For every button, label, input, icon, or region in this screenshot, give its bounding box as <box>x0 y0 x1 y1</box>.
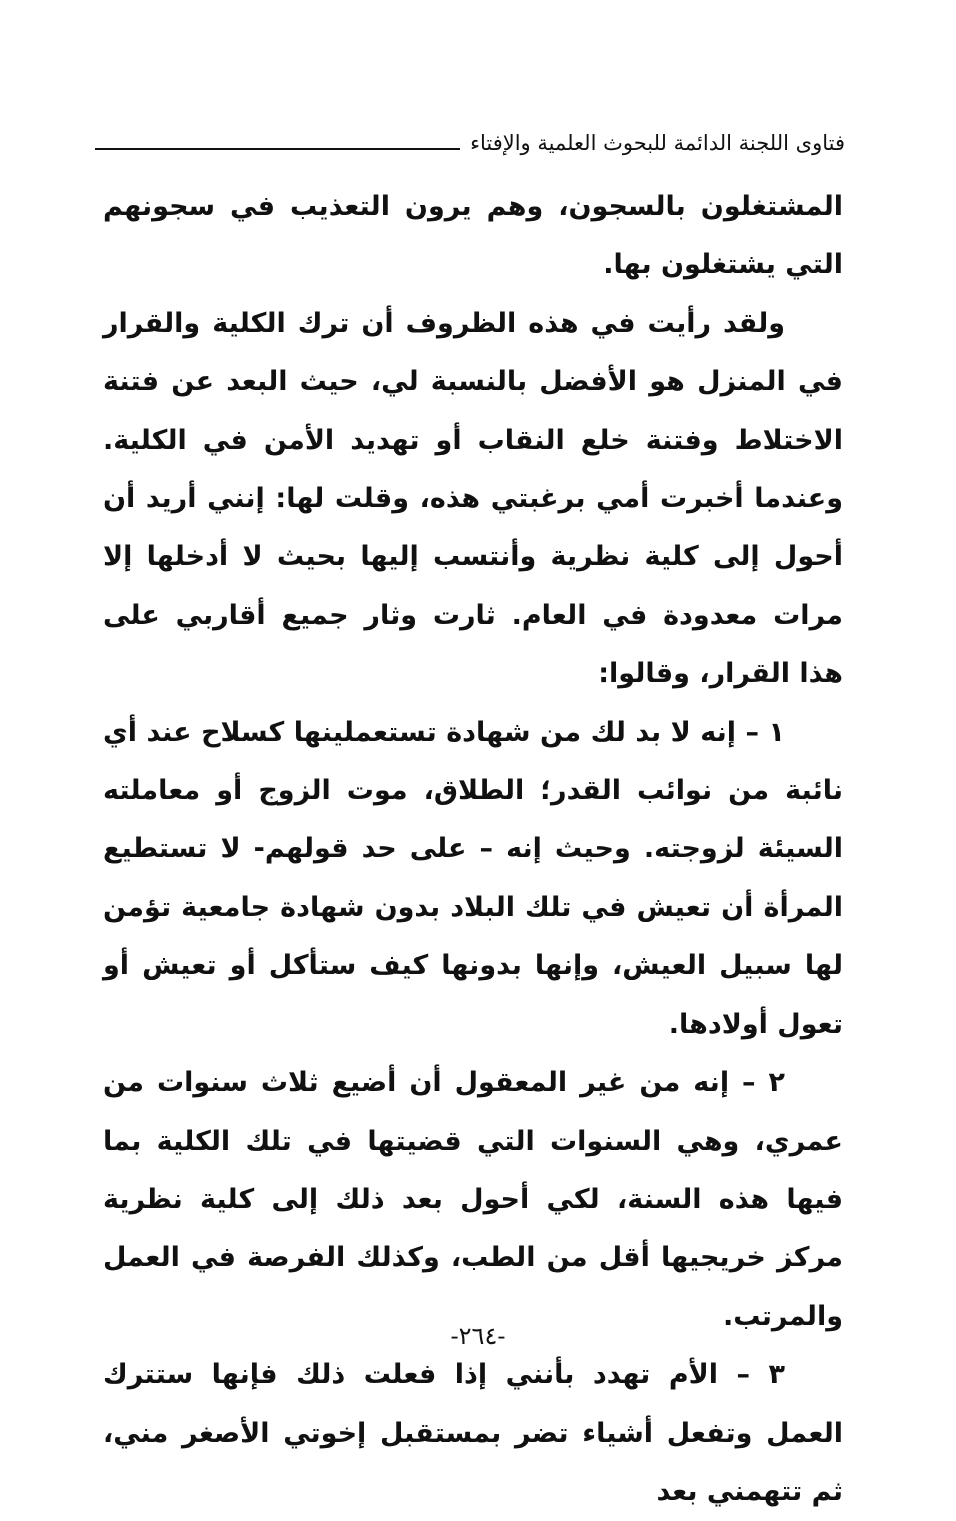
running-header <box>95 118 845 158</box>
list-item-2: ٢ – إنه من غير المعقول أن أضيع ثلاث سنوات من عمري، وهي السنوات التي قضيتها في تلك الكلية بما فيها هذه السنة، لكي أحول بعد ذلك إلى كلية نظرية مركز خريجيها أقل من الطب، وكذلك الفرصة في العمل والمرتب. <box>103 1067 843 1332</box>
list-item-1: ١ – إنه لا بد لك من شهادة تستعملينها كسلاح عند أي نائبة من نوائب القدر؛ الطلاق، موت الزوج أو معاملته السيئة لزوجته. وحيث إنه – على حد قولهم- لا تستطيع المرأة أن تعيش في تلك البلاد بدون شهادة جامعية تؤمن لها سبيل العيش، وإنها بدونها كيف ستأكل أو تعيش أو تعول أولادها. <box>103 716 843 1040</box>
page-number: -٢٦٤- <box>450 1322 506 1350</box>
paragraph-continuation: المشتغلون بالسجون، وهم يرون التعذيب في سجونهم التي يشتغلون بها. <box>103 191 843 281</box>
running-header-title: فتاوى اللجنة الدائمة للبحوث العلمية والإفتاء <box>470 131 845 155</box>
header-rule <box>95 148 460 150</box>
body-text <box>103 178 843 1521</box>
list-item-3: ٣ – الأم تهدد بأنني إذا فعلت ذلك فإنها ستترك العمل وتفعل أشياء تضر بمستقبل إخوتي الأصغر مني، ثم تتهمني بعد <box>103 1359 843 1507</box>
paragraph: ولقد رأيت في هذه الظروف أن ترك الكلية والقرار في المنزل هو الأفضل بالنسبة لي، حيث البعد عن فتنة الاختلاط وفتنة خلع النقاب أو تهديد الأمن في الكلية. وعندما أخبرت أمي برغبتي هذه، وقلت لها: إنني أريد أن أحول إلى كلية نظرية وأنتسب إليها بحيث لا أدخلها إلا مرات معدودة في العام. ثارت وثار جميع أقاربي على هذا القرار، وقالوا: <box>103 307 843 690</box>
